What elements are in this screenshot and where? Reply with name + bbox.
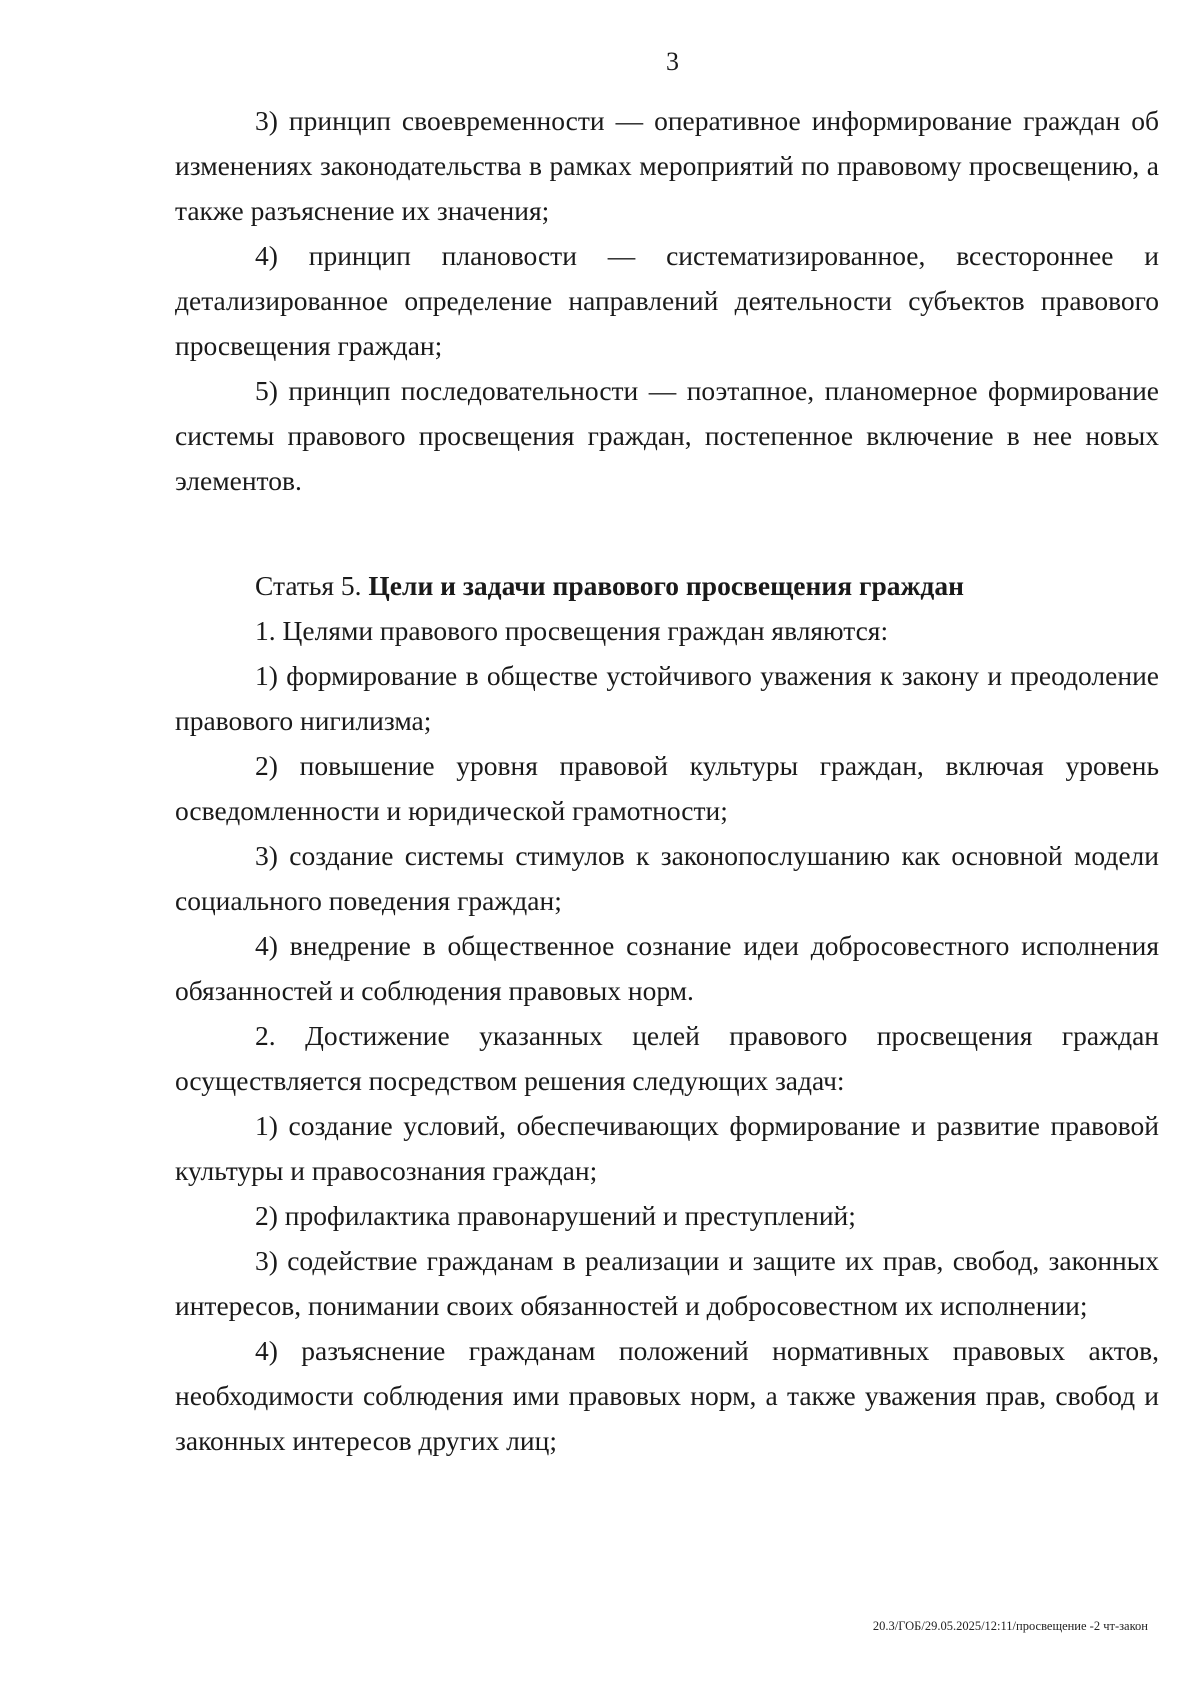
goal-item: 3) создание системы стимулов к законопослушанию как основной модели социального поведения граждан; <box>175 840 1159 916</box>
article-title: Цели и задачи правового просвещения граждан <box>368 570 964 601</box>
principle-paragraph: 4) принцип плановости — систематизированное, всестороннее и детализированное определение направлений деятельности субъектов правового просвещения граждан; <box>175 240 1159 361</box>
document-body <box>175 98 1159 1463</box>
principle-paragraph: 5) принцип последовательности — поэтапное, планомерное формирование системы правового просвещения граждан, постепенное включение в нее новых элементов. <box>175 375 1159 496</box>
task-item: 3) содействие гражданам в реализации и защите их прав, свобод, законных интересов, понимании своих обязанностей и добросовестном их исполнении; <box>175 1245 1159 1321</box>
task-item: 2) профилактика правонарушений и преступлений; <box>255 1200 856 1231</box>
goal-item: 2) повышение уровня правовой культуры граждан, включая уровень осведомленности и юридической грамотности; <box>175 750 1159 826</box>
goal-item: 4) внедрение в общественное сознание идеи добросовестного исполнения обязанностей и соблюдения правовых норм. <box>175 930 1159 1006</box>
task-item: 4) разъяснение гражданам положений нормативных правовых актов, необходимости соблюдения ими правовых норм, а также уважения прав, свобод и законных интересов других лиц; <box>175 1335 1159 1456</box>
document-footer-code: 20.3/ГОБ/29.05.2025/12:11/просвещение -2 чт-закон <box>872 1619 1148 1633</box>
goals-intro: 1. Целями правового просвещения граждан являются: <box>255 615 889 646</box>
page-number: 3 <box>666 47 679 76</box>
article-heading <box>175 563 1159 608</box>
principle-paragraph: 3) принцип своевременности — оперативное информирование граждан об изменениях законодательства в рамках мероприятий по правовому просвещению, а также разъяснение их значения; <box>175 105 1159 226</box>
article-label: Статья 5. <box>255 570 362 601</box>
goal-item: 1) формирование в обществе устойчивого уважения к закону и преодоление правового нигилизма; <box>175 660 1159 736</box>
task-item: 1) создание условий, обеспечивающих формирование и развитие правовой культуры и правосознания граждан; <box>175 1110 1159 1186</box>
tasks-intro: 2. Достижение указанных целей правового просвещения граждан осуществляется посредством решения следующих задач: <box>175 1020 1159 1096</box>
